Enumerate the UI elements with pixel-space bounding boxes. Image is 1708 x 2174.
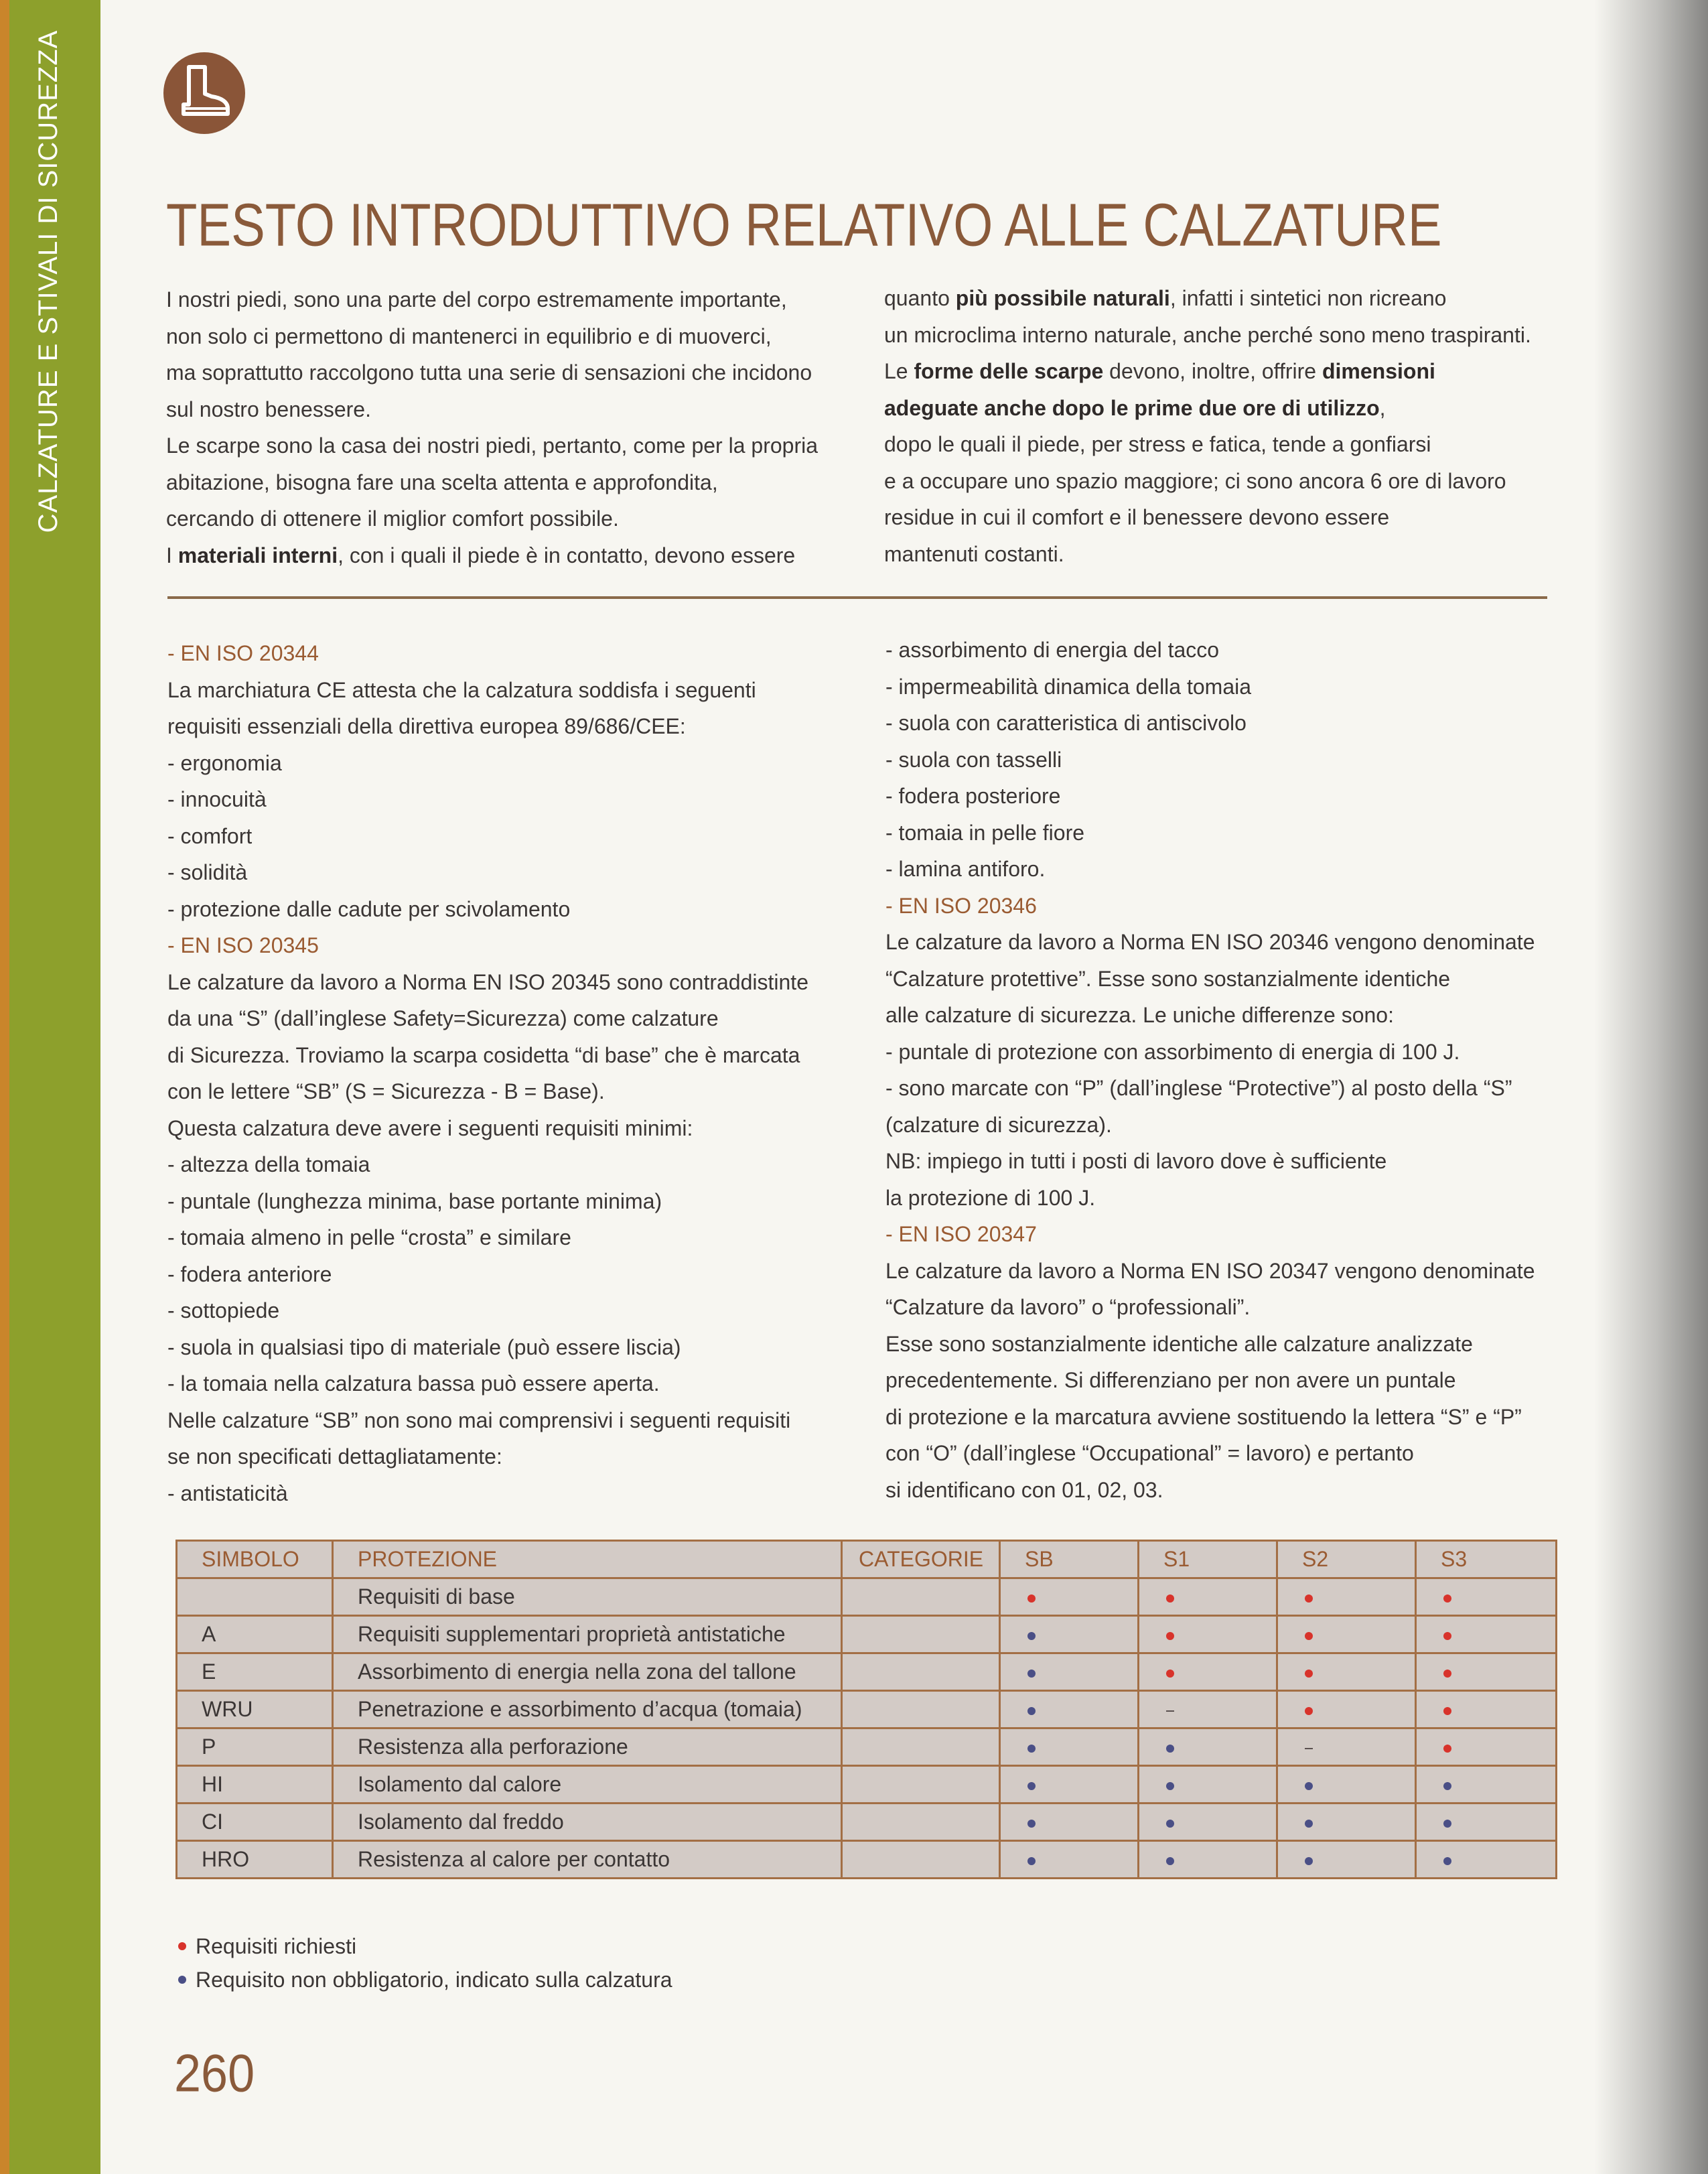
- text-line: [166, 537, 818, 574]
- text-run: un microclima interno naturale, anche perché sono meno traspiranti.: [884, 322, 1531, 347]
- text-run: - tomaia almeno in pelle “crosta” e similare: [167, 1225, 571, 1249]
- text-line: [167, 891, 808, 928]
- intro-left-column: [166, 281, 818, 573]
- mark-cell: [1139, 1691, 1277, 1728]
- mark-cell: [1000, 1578, 1139, 1616]
- protection-table: [175, 1540, 1557, 1879]
- mark-cell: [1277, 1578, 1416, 1616]
- text-line: [884, 536, 1531, 573]
- text-run: - lamina antiforo.: [885, 857, 1046, 881]
- blue-dot-icon: [1166, 1782, 1174, 1790]
- text-run: se non specificati dettagliatamente:: [167, 1444, 502, 1469]
- mark-cell: [1139, 1804, 1277, 1841]
- body-right-column: [885, 632, 1535, 1508]
- text-line: [885, 851, 1535, 888]
- mark-cell: [1000, 1691, 1139, 1728]
- mark-cell: [1000, 1804, 1139, 1841]
- emphasis-text: adeguate anche dopo le prime due ore di utilizzo: [884, 395, 1380, 420]
- text-line: [885, 1180, 1535, 1217]
- text-line: [167, 1000, 808, 1037]
- text-line: [885, 1362, 1535, 1399]
- symbol-cell: CI: [177, 1804, 333, 1841]
- blue-dot-icon: [1305, 1857, 1313, 1865]
- text-line: [885, 1070, 1535, 1107]
- text-run: ma soprattutto raccolgono tutta una serie di sensazioni che incidono: [166, 360, 812, 385]
- text-line: [885, 778, 1535, 815]
- symbol-cell: WRU: [177, 1691, 333, 1728]
- protection-cell: Isolamento dal calore: [333, 1766, 842, 1804]
- blue-dot-icon: [1027, 1632, 1036, 1640]
- text-line: [885, 888, 1535, 925]
- column-header: S3: [1416, 1541, 1557, 1578]
- red-dot-icon: [1305, 1670, 1313, 1678]
- text-run: mantenuti costanti.: [884, 541, 1064, 566]
- red-dot-icon: [1443, 1707, 1451, 1715]
- mark-cell: [1000, 1616, 1139, 1653]
- legend-item-required: [175, 1929, 672, 1963]
- text-run: - impermeabilità dinamica della tomaia: [885, 674, 1252, 699]
- text-run: dopo le quali il piede, per stress e fatica, tende a gonfiarsi: [884, 432, 1431, 456]
- text-run: precedentemente. Si differenziano per non avere un puntale: [885, 1368, 1456, 1392]
- text-run: - assorbimento di energia del tacco: [885, 638, 1220, 662]
- protection-cell: Resistenza al calore per contatto: [333, 1841, 842, 1879]
- text-line: [166, 281, 818, 318]
- text-run: - solidità: [167, 860, 248, 884]
- category-cell: [842, 1766, 1000, 1804]
- table-row: [177, 1804, 1557, 1841]
- table-row: [177, 1578, 1557, 1616]
- mark-cell: [1416, 1691, 1557, 1728]
- blue-dot-icon: [1166, 1857, 1174, 1865]
- section-divider: [167, 596, 1547, 599]
- category-cell: [842, 1578, 1000, 1616]
- text-line: [166, 500, 818, 537]
- text-run: Le calzature da lavoro a Norma EN ISO 20347 vengono denominate: [885, 1258, 1535, 1283]
- red-dot-icon: [1443, 1594, 1451, 1603]
- mark-cell: [1277, 1804, 1416, 1841]
- text-line: [167, 1256, 808, 1293]
- blue-dot-icon: [1166, 1820, 1174, 1828]
- column-header: S1: [1139, 1541, 1277, 1578]
- blue-dot-icon: [1443, 1782, 1451, 1790]
- text-line: [167, 1073, 808, 1110]
- text-run: - suola con tasselli: [885, 747, 1062, 772]
- blue-dot-icon: [178, 1976, 186, 1984]
- text-line: [884, 280, 1531, 317]
- mark-cell: [1139, 1653, 1277, 1691]
- dash-icon: [1305, 1748, 1313, 1749]
- text-run: quanto: [884, 286, 956, 310]
- text-run: si identificano con 01, 02, 03.: [885, 1477, 1163, 1502]
- text-run: I nostri piedi, sono una parte del corpo estremamente importante,: [166, 287, 787, 312]
- mark-cell: [1139, 1616, 1277, 1653]
- table-row: [177, 1691, 1557, 1728]
- text-run: (calzature di sicurezza).: [885, 1112, 1112, 1137]
- text-run: di protezione e la marcatura avviene sostituendo la lettera “S” e “P”: [885, 1404, 1522, 1429]
- mark-cell: [1416, 1653, 1557, 1691]
- column-header: PROTEZIONE: [333, 1541, 842, 1578]
- text-run: I: [166, 543, 178, 567]
- mark-cell: [1416, 1578, 1557, 1616]
- mark-cell: [1416, 1841, 1557, 1879]
- text-line: [167, 1037, 808, 1074]
- legend-item-optional: [175, 1963, 672, 1996]
- column-header: SIMBOLO: [177, 1541, 333, 1578]
- emphasis-text: materiali interni: [177, 543, 338, 567]
- text-line: [884, 463, 1531, 500]
- protection-cell: Requisiti supplementari proprietà antistatiche: [333, 1616, 842, 1653]
- text-line: [167, 1183, 808, 1220]
- text-run: di Sicurezza. Troviamo la scarpa cosidetta “di base” che è marcata: [167, 1042, 800, 1067]
- column-header: SB: [1000, 1541, 1139, 1578]
- red-dot-icon: [1027, 1594, 1036, 1603]
- red-dot-icon: [1166, 1632, 1174, 1640]
- text-line: [167, 672, 808, 709]
- text-line: [167, 818, 808, 855]
- text-line: [167, 1146, 808, 1183]
- text-run: Nelle calzature “SB” non sono mai comprensivi i seguenti requisiti: [167, 1408, 791, 1432]
- page-fold-shadow: [1594, 0, 1708, 2174]
- table-body: [177, 1578, 1557, 1879]
- text-line: [167, 1365, 808, 1402]
- category-cell: [842, 1728, 1000, 1766]
- text-run: La marchiatura CE attesta che la calzatura soddisfa i seguenti: [167, 677, 756, 702]
- table-row: [177, 1653, 1557, 1691]
- text-run: e a occupare uno spazio maggiore; ci sono ancora 6 ore di lavoro: [884, 468, 1506, 493]
- text-run: - tomaia in pelle fiore: [885, 820, 1085, 845]
- text-line: [885, 632, 1535, 669]
- text-run: Le calzature da lavoro a Norma EN ISO 20345 sono contraddistinte: [167, 969, 808, 994]
- dash-icon: [1166, 1710, 1174, 1712]
- table-row: [177, 1616, 1557, 1653]
- text-line: [884, 353, 1531, 390]
- text-run: - suola con caratteristica di antiscivolo: [885, 711, 1247, 735]
- text-run: Esse sono sostanzialmente identiche alle calzature analizzate: [885, 1331, 1473, 1356]
- text-run: con le lettere “SB” (S = Sicurezza - B = Base).: [167, 1079, 605, 1103]
- section-heading: - EN ISO 20347: [885, 1222, 1037, 1246]
- text-line: [166, 318, 818, 355]
- protection-cell: Requisiti di base: [333, 1578, 842, 1616]
- mark-cell: [1139, 1841, 1277, 1879]
- text-line: [166, 354, 818, 391]
- text-run: residue in cui il comfort e il benessere devono essere: [884, 505, 1390, 529]
- side-band-edge: [0, 0, 9, 2174]
- category-cell: [842, 1653, 1000, 1691]
- text-run: abitazione, bisogna fare una scelta attenta e approfondita,: [166, 470, 718, 494]
- mark-cell: [1139, 1766, 1277, 1804]
- text-line: [885, 1107, 1535, 1144]
- section-side-label: CALZATURE E STIVALI DI SICUREZZA: [33, 29, 63, 533]
- emphasis-text: più possibile naturali: [955, 286, 1170, 310]
- text-line: [884, 426, 1531, 463]
- text-run: - altezza della tomaia: [167, 1152, 370, 1176]
- text-line: [885, 742, 1535, 778]
- text-run: - sottopiede: [167, 1298, 280, 1322]
- text-run: Questa calzatura deve avere i seguenti requisiti minimi:: [167, 1115, 693, 1140]
- text-line: [885, 1289, 1535, 1326]
- boot-icon: [163, 52, 245, 134]
- section-heading: - EN ISO 20345: [167, 933, 319, 957]
- mark-cell: [1416, 1766, 1557, 1804]
- blue-dot-icon: [1305, 1820, 1313, 1828]
- text-line: [885, 924, 1535, 961]
- text-line: [166, 391, 818, 428]
- red-dot-icon: [1443, 1745, 1451, 1753]
- red-dot-icon: [1166, 1594, 1174, 1603]
- section-heading: - EN ISO 20344: [167, 641, 319, 665]
- text-line: [885, 1399, 1535, 1436]
- text-line: [885, 1034, 1535, 1071]
- text-line: [167, 745, 808, 782]
- table-row: [177, 1766, 1557, 1804]
- red-dot-icon: [178, 1942, 186, 1950]
- text-line: [166, 464, 818, 501]
- text-run: - innocuità: [167, 787, 267, 811]
- text-line: [884, 390, 1531, 427]
- text-line: [885, 1143, 1535, 1180]
- mark-cell: [1139, 1578, 1277, 1616]
- legend-label: Requisiti richiesti: [196, 1934, 357, 1958]
- text-line: [885, 1472, 1535, 1509]
- red-dot-icon: [1166, 1670, 1174, 1678]
- text-run: non solo ci permettono di mantenerci in equilibrio e di muoverci,: [166, 324, 772, 348]
- text-line: [885, 815, 1535, 852]
- text-run: devono, inoltre, offrire: [1103, 359, 1322, 383]
- text-line: [885, 1326, 1535, 1363]
- red-dot-icon: [1443, 1632, 1451, 1640]
- text-line: [167, 1475, 808, 1512]
- table-row: [177, 1841, 1557, 1879]
- text-run: , infatti i sintetici non ricreano: [1169, 286, 1447, 310]
- text-run: - suola in qualsiasi tipo di materiale (può essere liscia): [167, 1335, 681, 1359]
- mark-cell: [1139, 1728, 1277, 1766]
- text-line: [885, 705, 1535, 742]
- text-run: - comfort: [167, 823, 253, 848]
- text-run: requisiti essenziali della direttiva europea 89/686/CEE:: [167, 714, 686, 738]
- text-run: Le: [884, 359, 914, 383]
- text-run: - antistaticità: [167, 1481, 288, 1505]
- text-run: “Calzature protettive”. Esse sono sostanzialmente identiche: [885, 966, 1451, 991]
- blue-dot-icon: [1027, 1745, 1036, 1753]
- text-run: Le calzature da lavoro a Norma EN ISO 20346 vengono denominate: [885, 930, 1535, 954]
- mark-cell: [1277, 1616, 1416, 1653]
- text-line: [885, 1253, 1535, 1290]
- text-line: [885, 1435, 1535, 1472]
- protection-cell: Assorbimento di energia nella zona del tallone: [333, 1653, 842, 1691]
- category-cell: [842, 1616, 1000, 1653]
- category-cell: [842, 1804, 1000, 1841]
- text-line: [885, 1216, 1535, 1253]
- symbol-cell: HI: [177, 1766, 333, 1804]
- red-dot-icon: [1305, 1632, 1313, 1640]
- red-dot-icon: [1305, 1594, 1313, 1603]
- text-line: [167, 1438, 808, 1475]
- text-run: Le scarpe sono la casa dei nostri piedi, pertanto, come per la propria: [166, 433, 818, 458]
- text-line: [884, 499, 1531, 536]
- column-header: S2: [1277, 1541, 1416, 1578]
- blue-dot-icon: [1305, 1782, 1313, 1790]
- blue-dot-icon: [1027, 1857, 1036, 1865]
- text-line: [166, 427, 818, 464]
- emphasis-text: forme delle scarpe: [914, 359, 1104, 383]
- red-dot-icon: [1305, 1707, 1313, 1715]
- column-header: CATEGORIE: [842, 1541, 1000, 1578]
- mark-cell: [1416, 1728, 1557, 1766]
- mark-cell: [1277, 1841, 1416, 1879]
- mark-cell: [1000, 1841, 1139, 1879]
- page-title: TESTO INTRODUTTIVO RELATIVO ALLE CALZATURE: [166, 192, 1442, 259]
- text-line: [885, 669, 1535, 705]
- symbol-cell: [177, 1578, 333, 1616]
- text-line: [167, 781, 808, 818]
- text-line: [884, 317, 1531, 354]
- mark-cell: [1416, 1616, 1557, 1653]
- blue-dot-icon: [1027, 1782, 1036, 1790]
- text-run: - protezione dalle cadute per scivolamento: [167, 896, 571, 921]
- symbol-cell: P: [177, 1728, 333, 1766]
- legend-label: Requisito non obbligatorio, indicato sulla calzatura: [196, 1968, 672, 1992]
- text-run: cercando di ottenere il miglior comfort possibile.: [166, 506, 619, 531]
- text-run: alle calzature di sicurezza. Le uniche differenze sono:: [885, 1003, 1394, 1027]
- table-header-row: [177, 1541, 1557, 1578]
- mark-cell: [1277, 1653, 1416, 1691]
- mark-cell: [1277, 1766, 1416, 1804]
- symbol-cell: E: [177, 1653, 333, 1691]
- text-line: [167, 1110, 808, 1147]
- category-cell: [842, 1691, 1000, 1728]
- blue-dot-icon: [1027, 1707, 1036, 1715]
- text-run: - puntale di protezione con assorbimento di energia di 100 J.: [885, 1039, 1460, 1064]
- text-line: [885, 997, 1535, 1034]
- text-run: la protezione di 100 J.: [885, 1185, 1096, 1210]
- table-row: [177, 1728, 1557, 1766]
- text-run: NB: impiego in tutti i posti di lavoro dove è sufficiente: [885, 1149, 1387, 1173]
- text-run: - fodera posteriore: [885, 784, 1061, 808]
- text-line: [167, 927, 808, 964]
- text-run: - ergonomia: [167, 750, 282, 775]
- text-run: - la tomaia nella calzatura bassa può essere aperta.: [167, 1371, 660, 1396]
- red-dot-icon: [1443, 1670, 1451, 1678]
- blue-dot-icon: [1166, 1745, 1174, 1753]
- text-line: [167, 1402, 808, 1439]
- text-line: [167, 635, 808, 672]
- section-heading: - EN ISO 20346: [885, 893, 1037, 918]
- mark-cell: [1277, 1728, 1416, 1766]
- blue-dot-icon: [1443, 1820, 1451, 1828]
- protection-cell: Penetrazione e assorbimento d’acqua (tomaia): [333, 1691, 842, 1728]
- page-number: 260: [174, 2044, 255, 2104]
- text-line: [885, 961, 1535, 998]
- text-run: - puntale (lunghezza minima, base portante minima): [167, 1188, 662, 1213]
- text-line: [167, 964, 808, 1001]
- symbol-cell: A: [177, 1616, 333, 1653]
- blue-dot-icon: [1027, 1820, 1036, 1828]
- mark-cell: [1416, 1804, 1557, 1841]
- legend: [175, 1929, 672, 1996]
- text-run: da una “S” (dall’inglese Safety=Sicurezza) come calzature: [167, 1006, 719, 1030]
- mark-cell: [1000, 1766, 1139, 1804]
- text-run: con “O” (dall’inglese “Occupational” = lavoro) e pertanto: [885, 1441, 1414, 1465]
- category-cell: [842, 1841, 1000, 1879]
- mark-cell: [1000, 1653, 1139, 1691]
- emphasis-text: dimensioni: [1322, 359, 1435, 383]
- text-line: [167, 1329, 808, 1366]
- text-line: [167, 1219, 808, 1256]
- body-left-column: [167, 635, 808, 1511]
- text-line: [167, 854, 808, 891]
- text-line: [167, 708, 808, 745]
- mark-cell: [1000, 1728, 1139, 1766]
- protection-cell: Isolamento dal freddo: [333, 1804, 842, 1841]
- blue-dot-icon: [1443, 1857, 1451, 1865]
- text-run: “Calzature da lavoro” o “professionali”.: [885, 1295, 1251, 1319]
- protection-cell: Resistenza alla perforazione: [333, 1728, 842, 1766]
- mark-cell: [1277, 1691, 1416, 1728]
- blue-dot-icon: [1027, 1670, 1036, 1678]
- text-run: , con i quali il piede è in contatto, devono essere: [338, 543, 796, 567]
- intro-right-column: [884, 280, 1531, 572]
- text-run: ,: [1379, 395, 1386, 420]
- text-run: - fodera anteriore: [167, 1262, 332, 1286]
- text-line: [167, 1292, 808, 1329]
- text-run: sul nostro benessere.: [166, 397, 371, 421]
- symbol-cell: HRO: [177, 1841, 333, 1879]
- text-run: - sono marcate con “P” (dall’inglese “Protective”) al posto della “S”: [885, 1076, 1512, 1100]
